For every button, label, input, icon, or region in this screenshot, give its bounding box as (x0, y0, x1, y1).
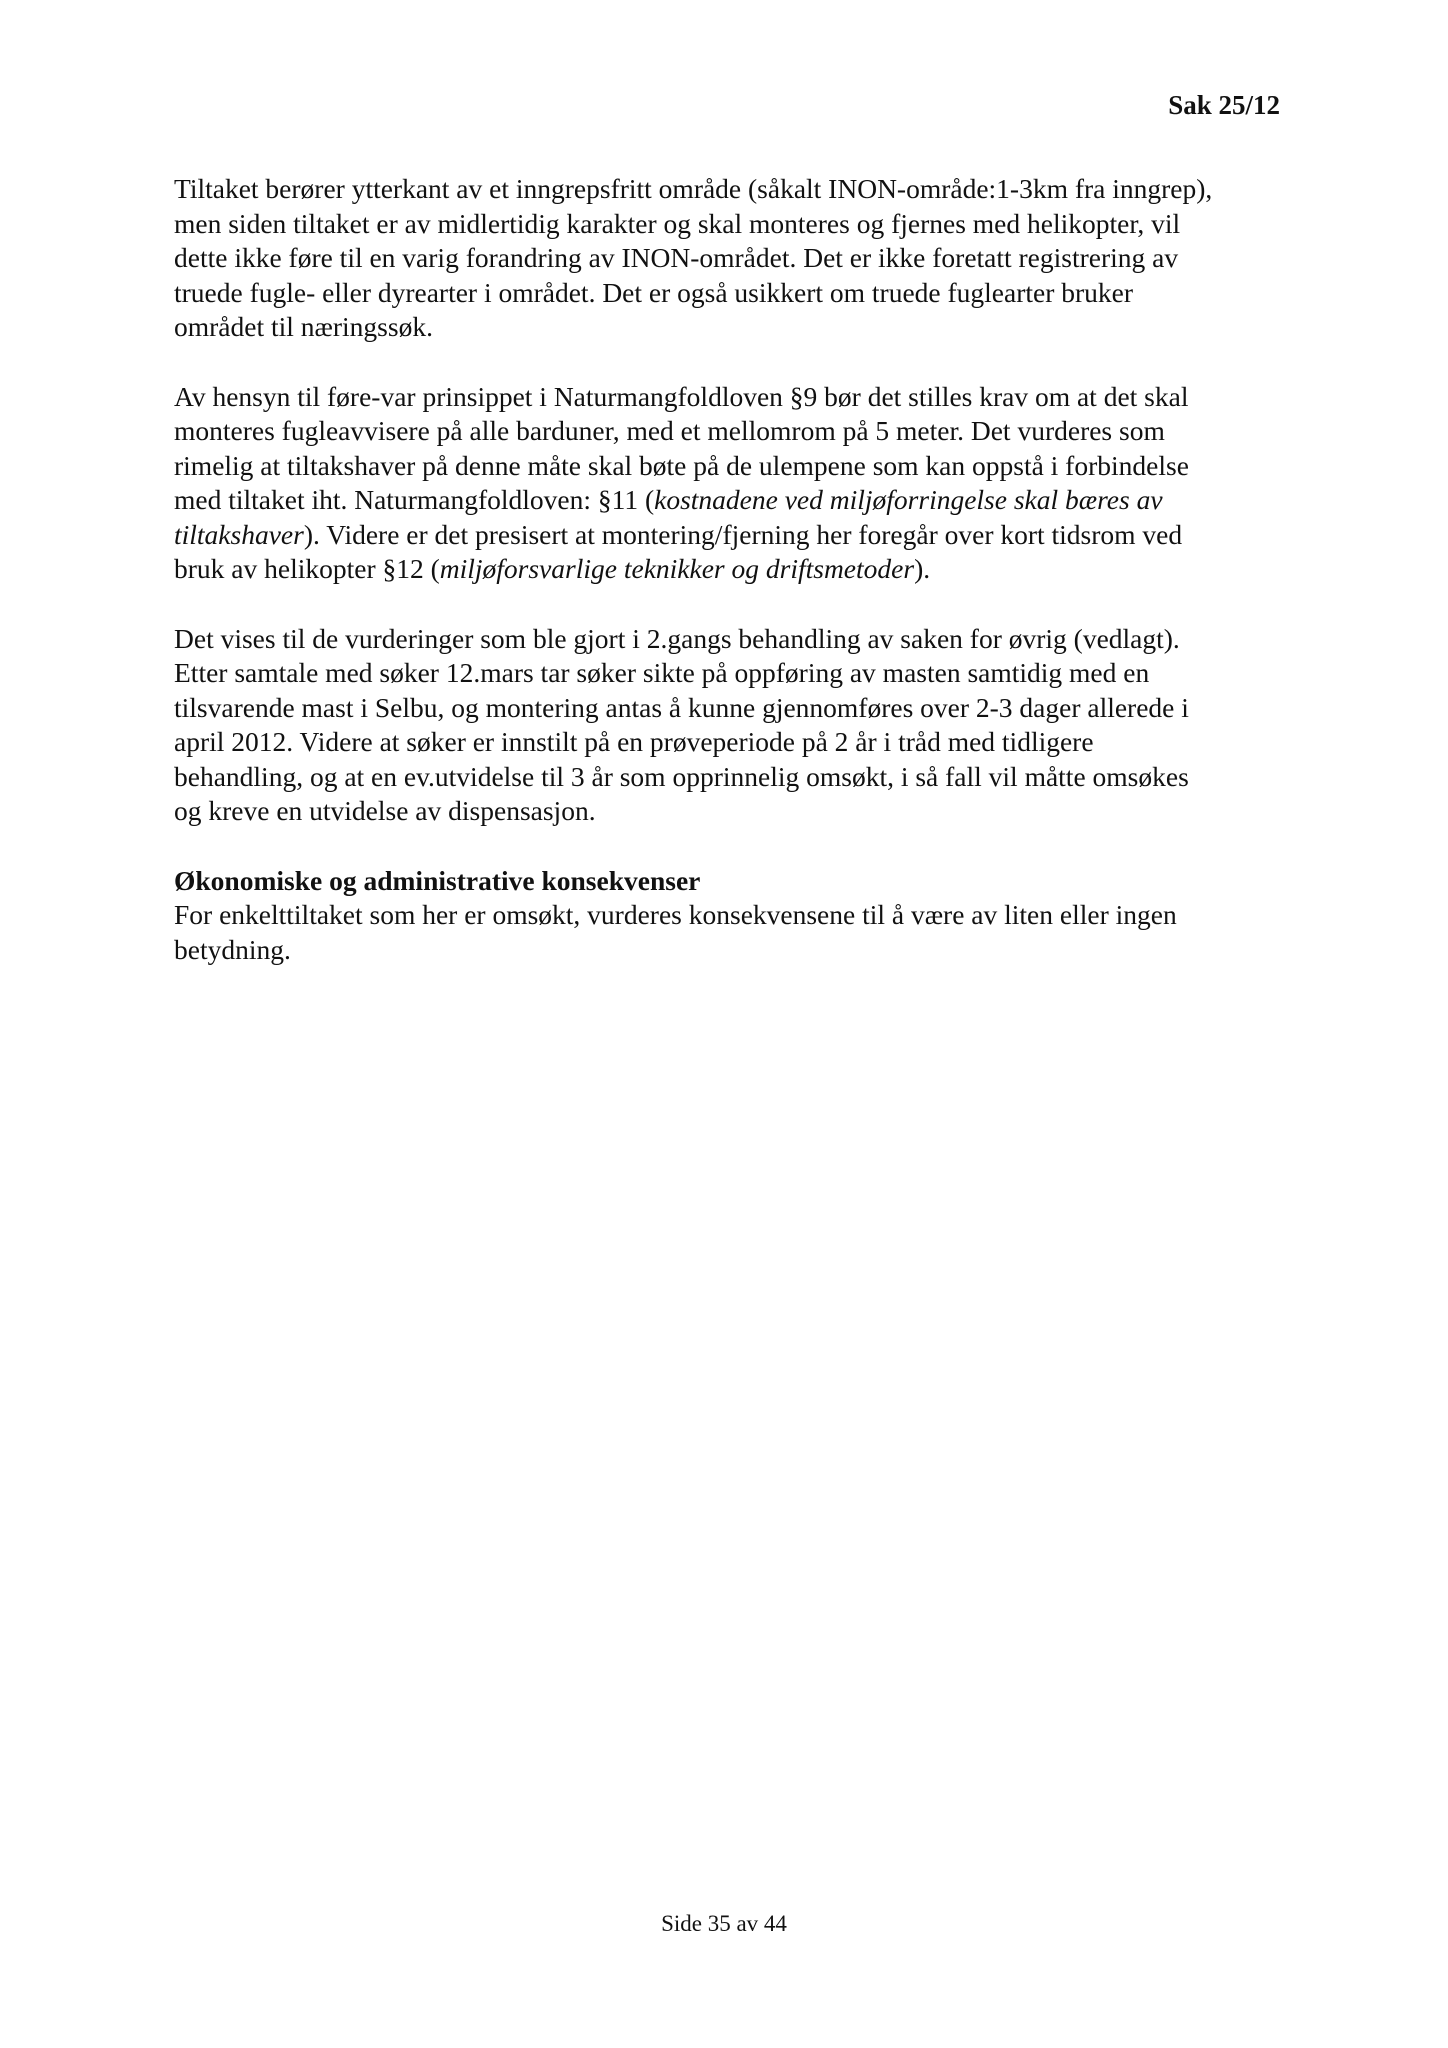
paragraph-precautionary-principle (174, 380, 1284, 587)
text-line: dette ikke føre til en varig forandring av INON-området. Det er ikke foretatt registrering av (174, 242, 1179, 273)
page-number: Side 35 av 44 (661, 1911, 787, 1936)
text-segment: med tiltaket iht. Naturmangfoldloven: §11 ( (174, 484, 655, 515)
text-segment: bruk av helikopter §12 ( (174, 553, 440, 584)
text-line: betydning. (174, 933, 291, 965)
text-line: april 2012. Videre at søker er innstilt på en prøveperiode på 2 år i tråd med tidligere (174, 726, 1094, 757)
text-line (174, 518, 1284, 553)
text-line: og kreve en utvidelse av dispensasjon. (174, 795, 596, 826)
case-reference: Sak 25/12 (1168, 90, 1280, 120)
text-line: Det vises til de vurderinger som ble gjort i 2.gangs behandling av saken for øvrig (vedlagt). (174, 622, 1180, 654)
paragraph-previous-assessments (174, 622, 1284, 829)
text-line: Tiltaket berører ytterkant av et inngrepsfritt område (såkalt INON-område:1-3km fra inngrep), (174, 173, 1213, 204)
text-line (174, 552, 1284, 587)
text-segment: ). (914, 553, 931, 584)
text-line: For enkelttiltaket som her er omsøkt, vurderes konsekvensene til å være av liten eller ingen (174, 899, 1177, 930)
section-economic-consequences (174, 864, 1284, 968)
italic-citation: miljøforsvarlige teknikker og driftsmetoder (439, 553, 915, 584)
text-segment: ). Videre er det presisert at montering/fjerning her foregår over kort tidsrom ved (303, 518, 1183, 550)
document-body (174, 172, 1284, 1002)
text-line: Av hensyn til føre-var prinsippet i Naturmangfoldloven §9 bør det stilles krav om at det skal (174, 380, 1189, 412)
text-line: truede fugle- eller dyrearter i området. Det er også usikkert om truede fuglearter bruker (174, 276, 1134, 308)
section-heading: Økonomiske og administrative konsekvenser (174, 864, 701, 896)
text-line: rimelig at tiltakshaver på denne måte skal bøte på de ulempene som kan oppstå i forbindelse (174, 449, 1189, 481)
text-line: Etter samtale med søker 12.mars tar søker sikte på oppføring av masten samtidig med en (174, 657, 1150, 688)
text-line: men siden tiltaket er av midlertidig karakter og skal monteres og fjernes med helikopter, vil (174, 207, 1181, 239)
text-line: behandling, og at en ev.utvidelse til 3 år som opprinnelig omsøkt, i så fall vil måtte omsøkes (174, 760, 1189, 792)
paragraph-inon-area (174, 172, 1284, 345)
text-line: monteres fugleavvisere på alle barduner, med et mellomrom på 5 meter. Det vurderes som (174, 415, 1165, 446)
text-line: området til næringssøk. (174, 311, 433, 342)
text-line (174, 483, 1284, 518)
italic-citation: kostnadene ved miljøforringelse skal bæres av (654, 484, 1163, 515)
text-line: tilsvarende mast i Selbu, og montering antas å kunne gjennomføres over 2-3 dager allerede i (174, 691, 1189, 723)
italic-citation: tiltakshaver (174, 518, 304, 550)
